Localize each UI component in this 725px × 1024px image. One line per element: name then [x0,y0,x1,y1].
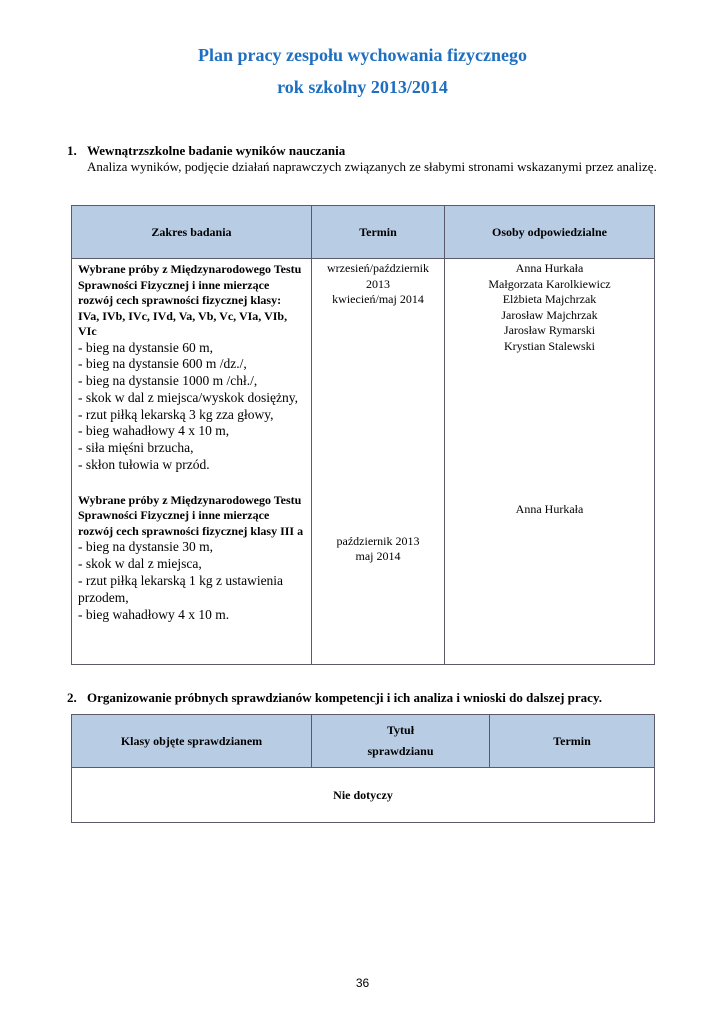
not-applicable-cell: Nie dotyczy [72,768,655,823]
header-tytul [312,715,490,768]
persons-cell [445,259,655,665]
list-item: - bieg na dystansie 60 m, [78,339,213,355]
table-row [72,768,655,823]
page-number: 36 [355,976,370,990]
page-title: Plan pracy zespołu wychowania fizycznego [198,45,527,65]
table-header-row [72,206,655,259]
list-item: - rzut piłką lekarską 3 kg zza głowy, [78,406,274,422]
list-item: - skok w dal z miejsca, [78,556,202,572]
term-line: maj 2014 [355,549,401,563]
list-item: - bieg wahadłowy 4 x 10 m. [78,606,230,622]
page-subtitle: rok szkolny 2013/2014 [277,77,448,97]
header-tytul-line2: sprawdzianu [367,744,434,758]
section-1-heading: Wewnątrzszkolne badanie wyników nauczania [87,143,346,158]
list-item: - siła mięśni brzucha, [78,440,194,456]
header-zakres: Zakres badania [72,206,312,259]
person-name: Elżbieta Majchrzak [502,292,597,306]
section-1-number: 1. [67,143,77,158]
list-item: - bieg na dystansie 600 m /dz./, [78,356,247,372]
header-termin: Termin [490,715,655,768]
list-item: - bieg wahadłowy 4 x 10 m, [78,423,230,439]
person-name: Małgorzata Karolkiewicz [488,276,611,291]
scope-cell [72,259,312,665]
list-item: - skłon tułowia w przód. [78,457,210,473]
header-klasy: Klasy objęte sprawdzianem [72,715,312,768]
term-line: wrzesień/październik [327,261,429,275]
assessment-table [71,205,655,665]
term-line: 2013 [366,276,390,291]
exams-table [71,714,655,823]
list-item: - rzut piłką lekarską 1 kg z ustawienia przodem, [78,572,284,605]
header-osoby: Osoby odpowiedzialne [445,206,655,259]
person-name: Jarosław Majchrzak [501,307,598,322]
term-cell [312,259,445,665]
person-name: Anna Hurkała [515,502,584,516]
term-line: kwiecień/maj 2014 [332,292,424,306]
person-name: Jarosław Rymarski [503,323,596,337]
list-item: - bieg na dystansie 30 m, [78,539,213,555]
section-2-number: 2. [67,690,77,705]
list-item: - skok w dal z miejsca/wyskok dosiężny, [78,389,298,405]
person-name: Anna Hurkała [515,261,584,275]
list-item: - bieg na dystansie 1000 m /chł./, [78,373,258,389]
table-header-row [72,715,655,768]
section-1-description: Analiza wyników, podjęcie działań naprawczych związanych ze słabymi stronami wskazanymi przez analizę. [87,159,657,174]
person-name: Krystian Stalewski [504,338,595,353]
block1-title: Wybrane próby z Międzynarodowego Testu Sprawności Fizycznej i inne mierzące rozwój cech sprawności fizycznej klasy: IVa, IVb, IVc, IVd, Va, Vb, Vc, VIa, VIb, VIc [78,262,302,338]
header-termin: Termin [312,206,445,259]
header-tytul-line1: Tytuł [386,723,415,737]
block2-title: Wybrane próby z Międzynarodowego Testu Sprawności Fizycznej i inne mierzące rozwój cech sprawności fizycznej klasy III a [78,492,304,538]
section-2-heading: Organizowanie próbnych sprawdzianów kompetencji i ich analiza i wnioski do dalszej pracy. [87,690,602,705]
term-line: październik 2013 [336,533,420,548]
table-row [72,259,655,665]
